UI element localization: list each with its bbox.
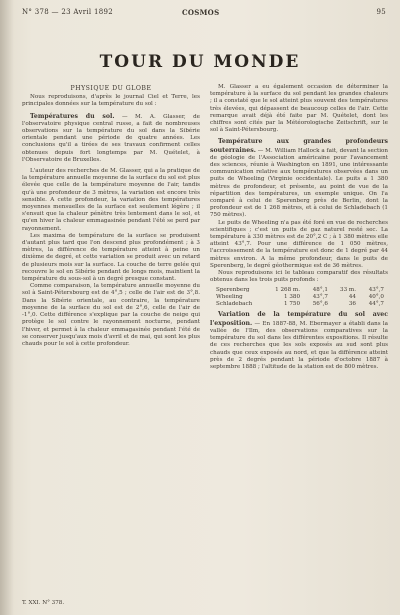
paragraph: Les maxima de température de la surface se produisent d'autant plus tard que l'on descend plus profondément ; à 3 mètres, la différence de température atteint à peine un dixième de degré, et cette variation se produit avec un retard de plusieurs mois sur la surface. La couche de terre gelée qui recouvre le sol en Sibérie pendant de longs mois, maintient la température du sous-sol à un degré presque constant.: [22, 232, 200, 283]
table-row: Schladebach 1 750 56°,6 36 44°,7: [216, 301, 384, 308]
left-column: [22, 84, 200, 348]
paragraph: Nous reproduisons ici le tableau comparatif des résultats obtenus dans les trois puits profonds :: [210, 270, 388, 284]
running-head: [22, 8, 386, 20]
paragraph: L'auteur des recherches de M. Glasser, qui a la pratique de la température annuelle moyenne de la surface du sol est plus élevée que celle de la température moyenne de l'air, tandis qu'à une profondeur de 3 mètres, la variation est encore très sensible. A cette profondeur, la variation des températures moyennes mensuelles de la surface est seulement légère ; il s'ensuit que la chaleur pénètre très lentement dans le sol, et qu'en hiver la chaleur emmagasinée pendant l'été se perd par rayonnement.: [22, 168, 200, 232]
intro-paragraph: Nous reproduisons, d'après le journal Ciel et Terre, les principales données sur la température du sol :: [22, 94, 200, 108]
subsection-heading: Températures du sol.: [30, 112, 115, 120]
data-table: [216, 287, 388, 308]
paragraph: Le puits de Wheeling n'a pas été foré en vue de recherches scientifiques ; c'est un puits de gaz naturel resté sec. La température à 330 mètres est de 20°,2 C ; à 1 380 mètres elle atteint 43°,7. Pour une différence de 1 050 mètres, l'accroissement de la température est donc de 1 degré par 44 mètres environ. A la même profondeur, dans le puits de Sperenberg, le degré géothermique est de 36 mètres.: [210, 219, 388, 269]
subsection-heading: Température aux grandes profondeurs souterraines.: [210, 138, 388, 154]
volume-footer: T. XXI. N° 378.: [22, 600, 65, 606]
paragraph: Variation de la température du sol avec l'exposition. — En 1887-88, M. Ebermayer a établi dans la vallée de l'Ilm, des observations comparatives sur la température du sol dans les différentes expositions. Il résulte de ces recherches que les sols exposés au sud sont plus chauds que ceux exposés au nord, et que la différence atteint près de 2 degrés pendant la période d'octobre 1887 à septembre 1888 ; l'altitude de la station est de 800 mètres.: [210, 311, 388, 370]
page-number: 95: [376, 8, 386, 16]
right-column: [210, 84, 388, 371]
subsection-heading: Variation de la température du sol avec l'exposition.: [210, 311, 388, 327]
journal-name: COSMOS: [182, 8, 220, 17]
table-row: Wheeling 1 380 43°,7 44 40°,0: [216, 294, 384, 301]
table-row: Sperenberg 1 268 m. 48°,1 33 m. 43°,7: [216, 287, 384, 294]
section-heading: PHYSIQUE DU GLOBE: [70, 85, 152, 92]
issue-date: N° 378 — 23 Avril 1892: [22, 8, 113, 16]
page-binding-shadow: [0, 0, 14, 615]
paragraph: Températures du sol. — M. A. Glasser, de l'observatoire physique central russe, a fait de nombreuses observations sur la température du sol dans la Sibérie orientale pendant une période de quatre années. Les conclusions qu'il a tirées de ses travaux confirment celles obtenues depuis fort longtemps par M. Quételet, à l'Observatoire de Bruxelles.: [22, 112, 200, 163]
paragraph: Comme comparaison, la température annuelle moyenne du sol à Saint-Pétersbourg est de 4°,5 ; celle de l'air est de 3°,8. Dans la Sibérie orientale, au contraire, la température moyenne de la surface du sol est de 2°,6, celle de l'air de -1°,0. Cette différence s'explique par la couche de neige qui protège le sol contre le rayonnement nocturne, pendant l'hiver, et permet à la chaleur emmagasinée pendant l'été de se conserver jusqu'aux mois d'avril et de mai, qui sont les plus chauds pour le sol à cette profondeur.: [22, 283, 200, 347]
page-title: TOUR DU MONDE: [99, 52, 301, 72]
paragraph: M. Glasser a eu également occasion de déterminer la température à la surface du sol pendant les grandes chaleurs ; il a constaté que le sol atteint plus souvent des températures très élevées, qui dépassent de beaucoup celles de l'air. Cette remarque avait déjà été faite par M. Quételet, dont les chiffres sont cités par la Météorologische Zeitschrift, sur le sol à Saint-Pétersbourg.: [210, 84, 388, 134]
paragraph: Température aux grandes profondeurs souterraines. — M. William Hallock a fait, devant la section de géologie de l'Association américaine pour l'avancement des sciences, réunie à Washington en 1891, une intéressante communication relative aux températures observées dans un puits de Wheeling (Virginie occidentale). Le puits a 1 380 mètres de profondeur, et présente, au point de vue de la répartition des températures, un exemple unique. On l'a comparé à celui de Sperenberg près de Berlin, dont la profondeur est de 1 268 mètres, et à celui de Schladebach (1 750 mètres).: [210, 138, 388, 219]
